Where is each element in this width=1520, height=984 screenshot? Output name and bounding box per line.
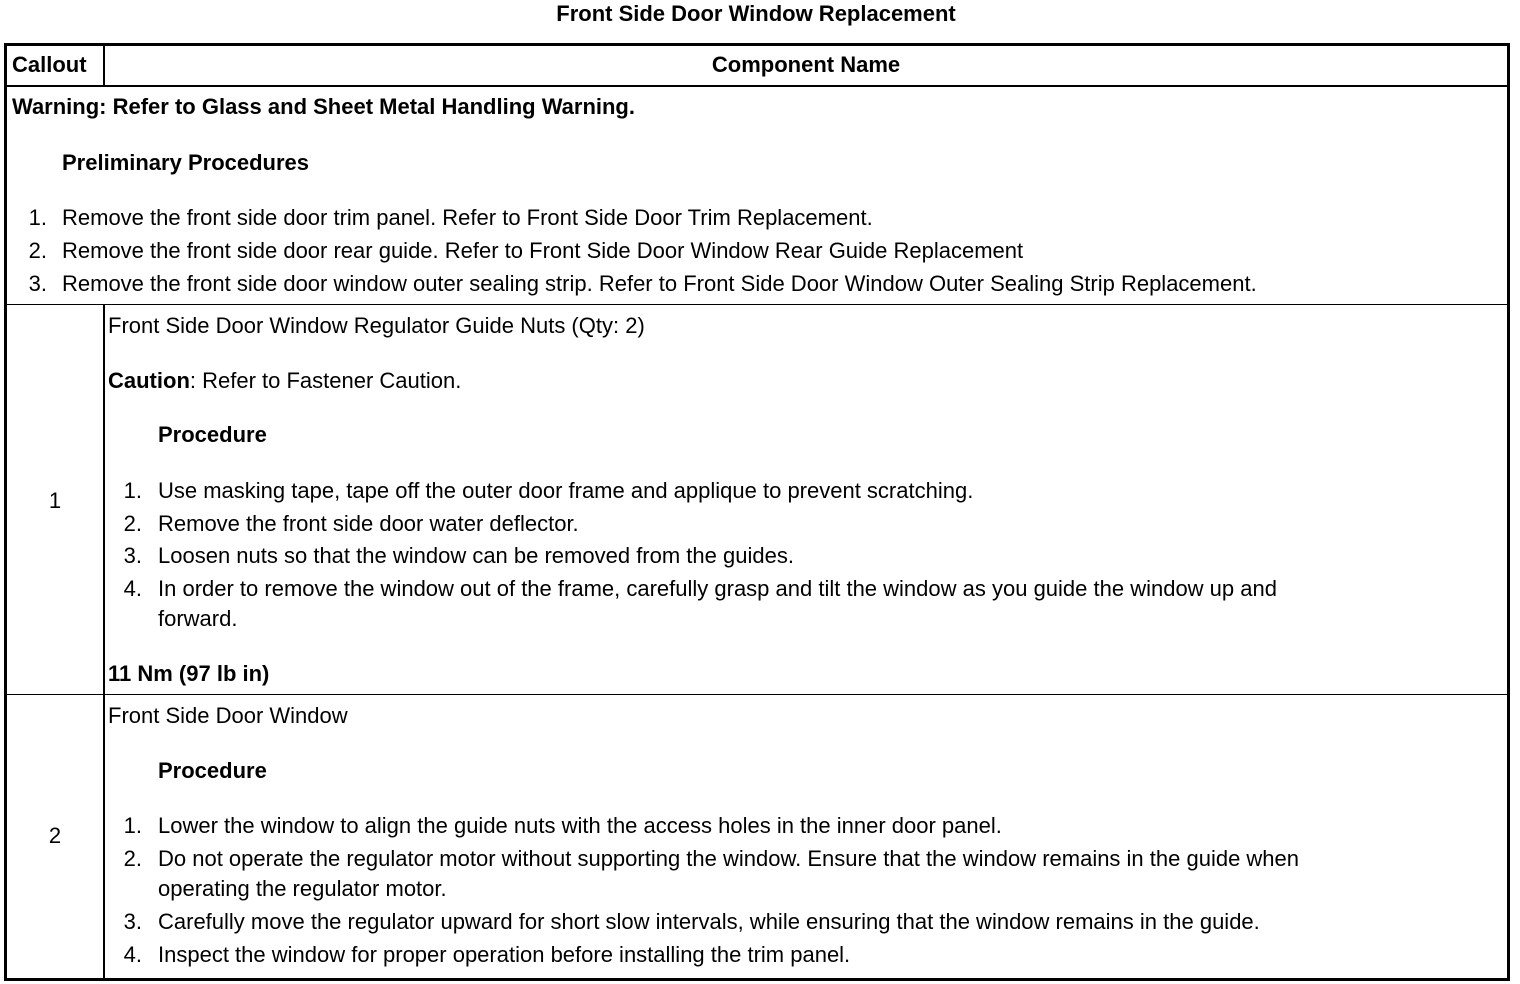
step-number: 4. [123, 576, 142, 601]
step-number: 1. [123, 478, 142, 503]
preliminary-heading: Preliminary Procedures [62, 150, 310, 175]
caution-note [108, 368, 461, 394]
caution-label: Caution [108, 368, 190, 393]
step-number: 3. [123, 909, 142, 934]
document-title: Front Side Door Window Replacement [556, 1, 956, 26]
warning-text: Warning: Refer to Glass and Sheet Metal Handling Warning. [12, 94, 635, 119]
step-number: 4. [123, 942, 142, 967]
step-text: Remove the front side door trim panel. Refer to Front Side Door Trim Replacement. [62, 205, 873, 230]
step-text: Inspect the window for proper operation before installing the trim panel. [158, 942, 851, 967]
procedure-heading: Procedure [158, 422, 267, 447]
step-text: Do not operate the regulator motor without supporting the window. Ensure that the window remains in the guide when [158, 846, 1300, 871]
step-text-continued: operating the regulator motor. [158, 876, 447, 901]
step-number: 3. [28, 271, 47, 296]
procedure-heading: Procedure [158, 758, 267, 783]
caution-text: : Refer to Fastener Caution. [189, 368, 462, 393]
step-number: 2. [123, 511, 142, 536]
row-divider-1 [7, 304, 1507, 305]
component-name: Front Side Door Window [108, 703, 348, 728]
header-callout: Callout [12, 52, 87, 77]
step-text: Lower the window to align the guide nuts with the access holes in the inner door panel. [158, 813, 1002, 838]
procedure-table [4, 43, 1510, 981]
step-number: 2. [123, 846, 142, 871]
callout-number: 1 [48, 488, 62, 513]
step-text-continued: forward. [158, 606, 238, 631]
step-number: 1. [123, 813, 142, 838]
step-text: Use masking tape, tape off the outer door frame and applique to prevent scratching. [158, 478, 974, 503]
step-number: 2. [28, 238, 47, 263]
step-text: Remove the front side door water deflector. [158, 511, 579, 536]
header-component-name: Component Name [711, 52, 901, 77]
step-number: 1. [28, 205, 47, 230]
header-divider [7, 85, 1507, 87]
step-text: Loosen nuts so that the window can be removed from the guides. [158, 543, 794, 568]
step-number: 3. [123, 543, 142, 568]
torque-spec: 11 Nm (97 lb in) [108, 661, 270, 686]
callout-number: 2 [48, 823, 62, 848]
row-divider-2 [7, 694, 1507, 695]
step-text: Carefully move the regulator upward for short slow intervals, while ensuring that the window remains in the guide. [158, 909, 1260, 934]
column-divider-rows [103, 304, 105, 978]
step-text: In order to remove the window out of the frame, carefully grasp and tilt the window as you guide the window up and [158, 576, 1277, 601]
step-text: Remove the front side door rear guide. Refer to Front Side Door Window Rear Guide Replacement [62, 238, 1024, 263]
component-name: Front Side Door Window Regulator Guide Nuts (Qty: 2) [108, 313, 645, 338]
step-text: Remove the front side door window outer sealing strip. Refer to Front Side Door Window Outer Sealing Strip Replacement. [62, 271, 1257, 296]
